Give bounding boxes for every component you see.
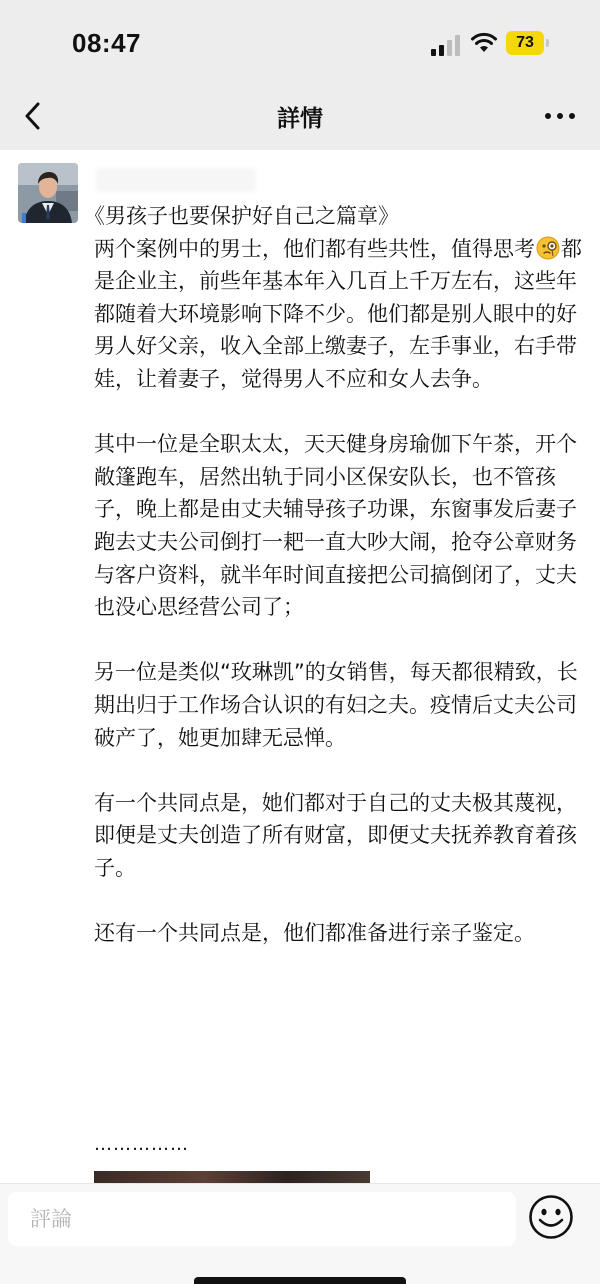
monocle-face-icon	[536, 236, 560, 260]
post-paragraph-1	[94, 233, 584, 396]
post-image-thumbnail[interactable]	[94, 1171, 370, 1183]
status-bar	[0, 0, 600, 88]
more-horizontal-icon[interactable]	[540, 102, 580, 130]
page-title: 詳情	[277, 106, 323, 132]
battery-icon	[506, 31, 548, 55]
comment-input[interactable]: 評論	[8, 1192, 516, 1246]
comment-bar	[0, 1183, 600, 1284]
post-paragraph-5: 还有一个共同点是，他们都准备进行亲子鉴定。	[94, 921, 535, 946]
battery-cap	[546, 39, 549, 47]
navigation-bar	[0, 88, 600, 148]
post-paragraph-1-text-b: 都是企业主，前些年基本年入几百上千万左右，这些年都随着大环境影响下降不少。他们都是别人眼中的好男人好父亲，收入全部上缴妻子，左手事业，右手带娃，让着妻子，觉得男人不应和女人去争。	[94, 236, 582, 391]
post-paragraph-2: 其中一位是全职太太，天天健身房瑜伽下午茶，开个敞篷跑车，居然出轨于同小区保安队长，也不管孩子，晚上都是由丈夫辅导孩子功课，东窗事发后妻子跑去丈夫公司倒打一耙一直大吵大闹，抢夺公章财务与客户资料，就半年时间直接把公司搞倒闭了，丈夫也没心思经营公司了；	[94, 432, 577, 620]
battery-level: 73	[506, 31, 544, 55]
post-ellipsis: ……………	[94, 1134, 189, 1155]
post-paragraph-3: 另一位是类似“玫琳凯”的女销售，每天都很精致，长期出归于工作场合认识的有妇之夫。疫情后丈夫公司破产了，她更加肆无忌惮。	[94, 660, 578, 750]
avatar-portrait-icon	[18, 163, 78, 223]
post-paragraph-1-text-a: 两个案例中的男士，他们都有些共性，值得思考	[94, 236, 535, 261]
cellular-signal-icon	[430, 34, 462, 56]
avatar[interactable]	[18, 163, 78, 223]
post-paragraph-4: 有一个共同点是，她们都对于自己的丈夫极其蔑视，即便是丈夫创造了所有财富，即便丈夫抚养教育着孩子。	[94, 790, 577, 880]
username-blurred	[96, 168, 256, 192]
chevron-left-icon[interactable]	[18, 96, 48, 136]
top-header-area	[0, 0, 600, 150]
post-body	[84, 200, 584, 982]
smiley-face-icon[interactable]	[528, 1194, 574, 1240]
post-title: 《男孩子也要保护好自己之篇章》	[84, 204, 399, 228]
status-time: 08:47	[72, 28, 141, 58]
wifi-icon	[470, 32, 498, 54]
